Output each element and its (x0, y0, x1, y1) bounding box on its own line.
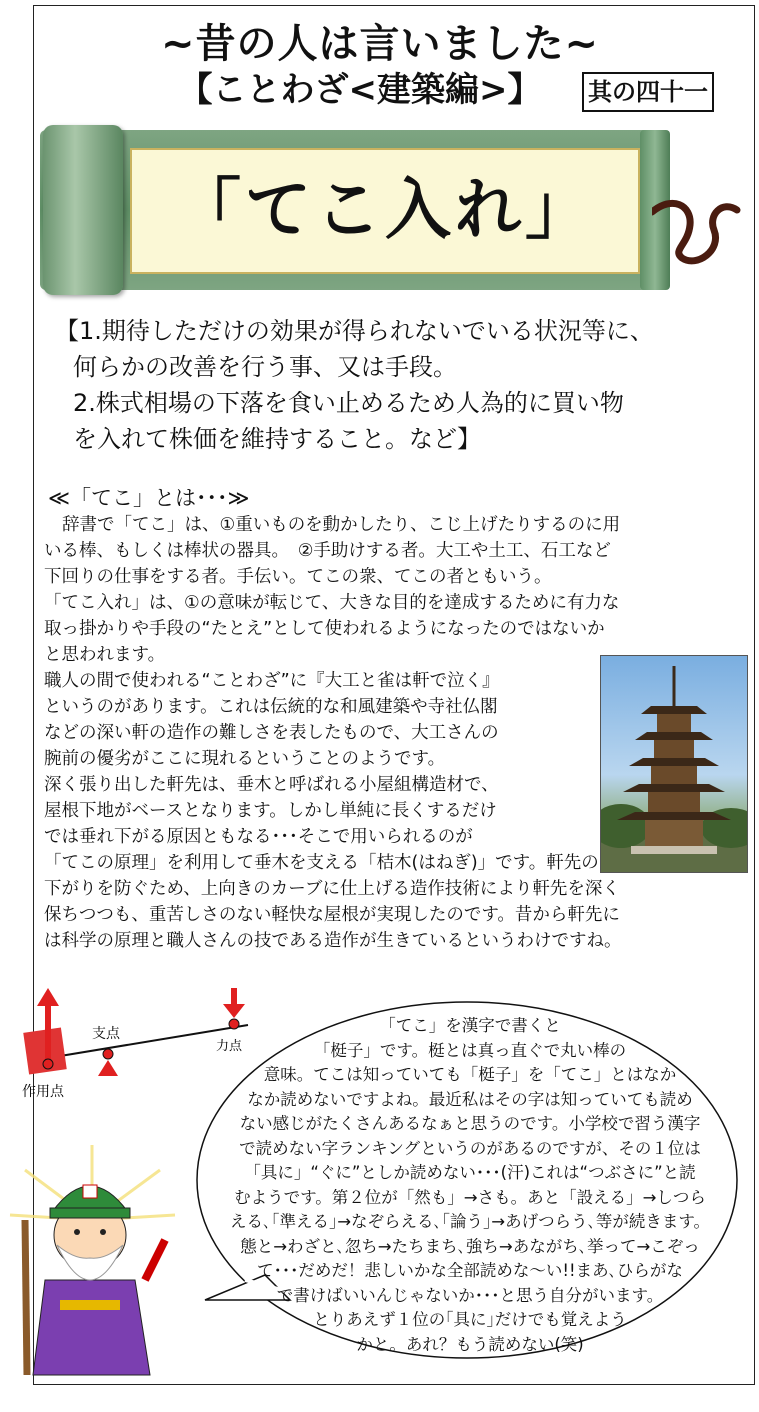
scroll-roll-left (43, 125, 123, 295)
speech-line: て･･･だめだ！悲しいかな全部読めな～い!!まあ､ひらがな (257, 1261, 683, 1280)
body-line: 腕前の優劣がここに現れるということのようです。 (44, 749, 446, 769)
speech-line: で読めない字ランキングというのがあるのですが、その１位は (239, 1138, 701, 1158)
body-line: 職人の間で使われる“ことわざ”に『大工と雀は軒で泣く』 (44, 671, 500, 691)
definition-line: 2.株式相場の下落を食い止めるため人為的に買い物 (73, 389, 624, 417)
speech-line: 「てこ」を漢字で書くと (379, 1016, 561, 1035)
body-line: 下回りの仕事をする者。手伝い。てこの衆、てこの者ともいう。 (44, 567, 552, 587)
definition-line: 【1.期待しただけの効果が得られないでいる状況等に、 (55, 317, 654, 345)
speech-line: で書けばいいんじゃないか･･･と思う自分がいます。 (276, 1285, 664, 1305)
speech-line: 「具に」“ぐに”としか読めない･･･(汗)これは“つぶさに”と読 (244, 1163, 696, 1182)
body-line: 屋根下地がベースとなります。しかし単純に長くするだけ (44, 801, 497, 821)
body-line: というのがあります。これは伝統的な和風建築や寺社仏閣 (44, 697, 498, 717)
page-subtitle: 【ことわざ<建築編>】 (178, 70, 542, 110)
speech-line: 「梃子」です。梃とは真っ直ぐで丸い棒の (313, 1040, 627, 1060)
body-line: 「てこ入れ」は、①の意味が転じて、大きな目的を達成するために有力な (44, 593, 620, 613)
issue-number-box: 其の四十一 (582, 72, 714, 112)
speech-line: 態と→わざと､忽ち→たちまち､強ち→あながち､挙って→こぞっ (240, 1236, 700, 1256)
definitions (55, 313, 735, 457)
scroll-cord-icon (652, 190, 742, 270)
pagoda-photo (600, 655, 748, 873)
body-line: 取っ掛かりや手段の“たとえ”として使われるようになったのではないか (44, 619, 605, 639)
page-title: ~昔の人は言いました~ (160, 21, 600, 67)
body-line: では垂れ下がる原因ともなる･･･そこで用いられるのが (44, 827, 473, 847)
load-label: 作用点 (22, 1084, 64, 1100)
speech-text (200, 1014, 740, 1357)
body-line: と思われます。 (44, 645, 166, 665)
pagoda-icon (601, 656, 747, 872)
sage-character-icon (5, 1140, 180, 1380)
body-line: 深く張り出した軒先は、垂木と呼ばれる小屋組構造材で、 (44, 775, 499, 795)
definition-line: を入れて株価を維持すること。など】 (73, 425, 481, 453)
speech-line: なか読めないですよね。最近私はその字は知っていても読め (247, 1089, 693, 1109)
fulcrum-label: 支点 (92, 1026, 120, 1042)
speech-line: むようです。第２位が「然も」→さも。あと「設える」→しつら (234, 1187, 706, 1207)
speech-line: とりあえず１位の｢具に｣だけでも覚えよう (313, 1310, 627, 1329)
body-line: 「てこの原理」を利用して垂木を支える「桔木(はねぎ)」です。軒先の (44, 853, 599, 873)
body-line: は科学の原理と職人さんの技である造作が生きているというわけですね。 (44, 931, 622, 951)
section-heading: ≪「てこ」とは･･･≫ (48, 486, 250, 510)
body-line: いる棒、もしくは棒状の器具。 ②手助けする者。大工や土工、石工など (44, 541, 611, 561)
body-line: 下がりを防ぐため、上向きのカーブに仕上げる造作技術により軒先を深く (44, 879, 620, 899)
speech-line: かと。あれ？もう読めない(笑) (356, 1334, 584, 1354)
body-line: 保ちつつも、重苦しさのない軽快な屋根が実現したのです。昔から軒先に (44, 905, 620, 925)
proverb-title: 「てこ入れ」 (175, 171, 595, 248)
speech-line: 意味。てこは知っていても「梃子」を「てこ」とはなか (263, 1065, 677, 1084)
effort-label: 力点 (216, 1039, 243, 1054)
speech-line: える､｢準える｣→なぞらえる､｢論う｣→あげつらう､等が続きます。 (229, 1212, 711, 1231)
body-line: などの深い軒の造作の難しさを表したもので、大工さんの (44, 723, 499, 743)
speech-line: ない感じがたくさんあるなぁと思うのです。小学校で習う漢字 (239, 1114, 701, 1133)
definition-line: 何らかの改善を行う事、又は手段。 (73, 353, 457, 381)
body-line: 辞書で「てこ」は、①重いものを動かしたり、こじ上げたりするのに用 (62, 515, 621, 535)
